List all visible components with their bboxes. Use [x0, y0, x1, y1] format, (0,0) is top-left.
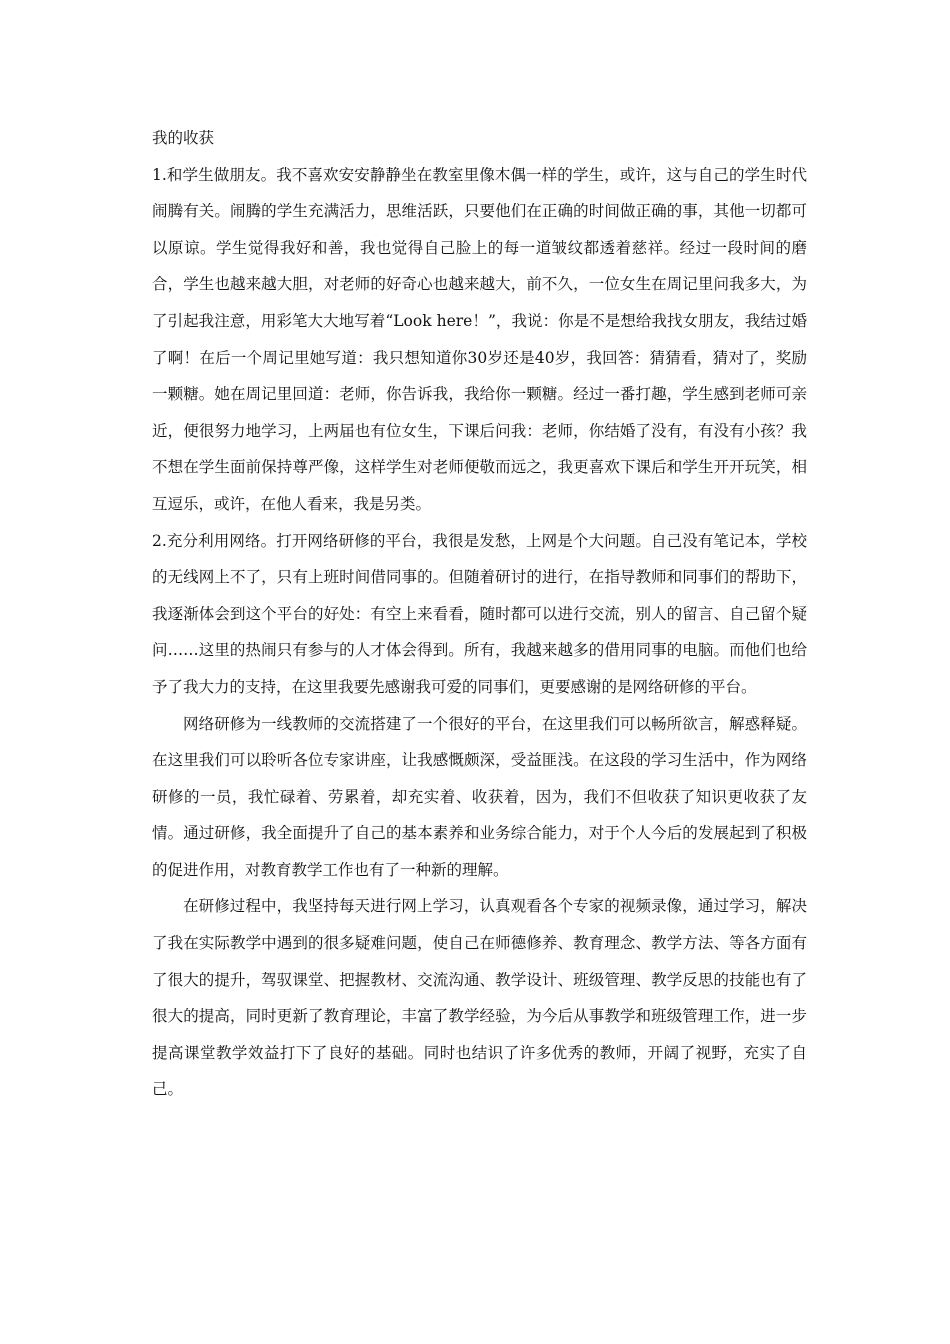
paragraph-use-network: 2.充分利用网络。打开网络研修的平台，我很是发愁，上网是个大问题。自己没有笔记本，学校的无线网上不了，只有上班时间借同事的。但随着研讨的进行，在指导教师和同事们的帮助下，我逐渐体会到这个平台的好处：有空上来看看，随时都可以进行交流，别人的留言、自己留个疑问……这里的热闹只有参与的人才体会得到。所有，我越来越多的借用同事的电脑。而他们也给予了我大力的支持，在这里我要先感谢我可爱的同事们，更要感谢的是网络研修的平台。 [152, 531, 807, 696]
paragraph-research-process: 在研修过程中，我坚持每天进行网上学习，认真观看各个专家的视频录像，通过学习，解决了我在实际教学中遇到的很多疑难问题，使自己在师德修养、教育理念、教学方法、等各方面有了很大的提升，驾驭课堂、把握教材、交流沟通、教学设计、班级管理、教学反思的技能也有了很大的提高，同时更新了教育理论，丰富了教学经验，为今后从事教学和班级管理工作，进一步提高课堂教学效益打下了良好的基础。同时也结识了许多优秀的教师，开阔了视野，充实了自己。 [152, 897, 807, 1099]
document-title: 我的收获 [152, 129, 215, 147]
document-page [152, 120, 807, 1108]
paragraph-online-research-platform: 网络研修为一线教师的交流搭建了一个很好的平台，在这里我们可以畅所欲言，解惑释疑。在这里我们可以聆听各位专家讲座，让我感慨颇深，受益匪浅。在这段的学习生活中，作为网络研修的一员，我忙碌着、劳累着，却充实着、收获着，因为，我们不但收获了知识更收获了友情。通过研修，我全面提升了自己的基本素养和业务综合能力，对于个人今后的发展起到了积极的促进作用，对教育教学工作也有了一种新的理解。 [152, 714, 807, 879]
paragraph-make-friends-with-students: 1.和学生做朋友。我不喜欢安安静静坐在教室里像木偶一样的学生，或许，这与自己的学生时代闹腾有关。闹腾的学生充满活力，思维活跃，只要他们在正确的时间做正确的事，其他一切都可以原谅。学生觉得我好和善，我也觉得自己脸上的每一道皱纹都透着慈祥。经过一段时间的磨合，学生也越来越大胆，对老师的好奇心也越来越大，前不久，一位女生在周记里问我多大，为了引起我注意，用彩笔大大地写着“Look here！”，我说：你是不是想给我找女朋友，我结过婚了啊！在后一个周记里她写道：我只想知道你30岁还是40岁，我回答：猜猜看，猜对了，奖励一颗糖。她在周记里回道：老师，你告诉我，我给你一颗糖。经过一番打趣，学生感到老师可亲近，便很努力地学习，上两届也有位女生，下课后问我：老师，你结婚了没有，有没有小孩？我不想在学生面前保持尊严像，这样学生对老师便敬而远之，我更喜欢下课后和学生开开玩笑，相互逗乐，或许，在他人看来，我是另类。 [152, 165, 807, 513]
